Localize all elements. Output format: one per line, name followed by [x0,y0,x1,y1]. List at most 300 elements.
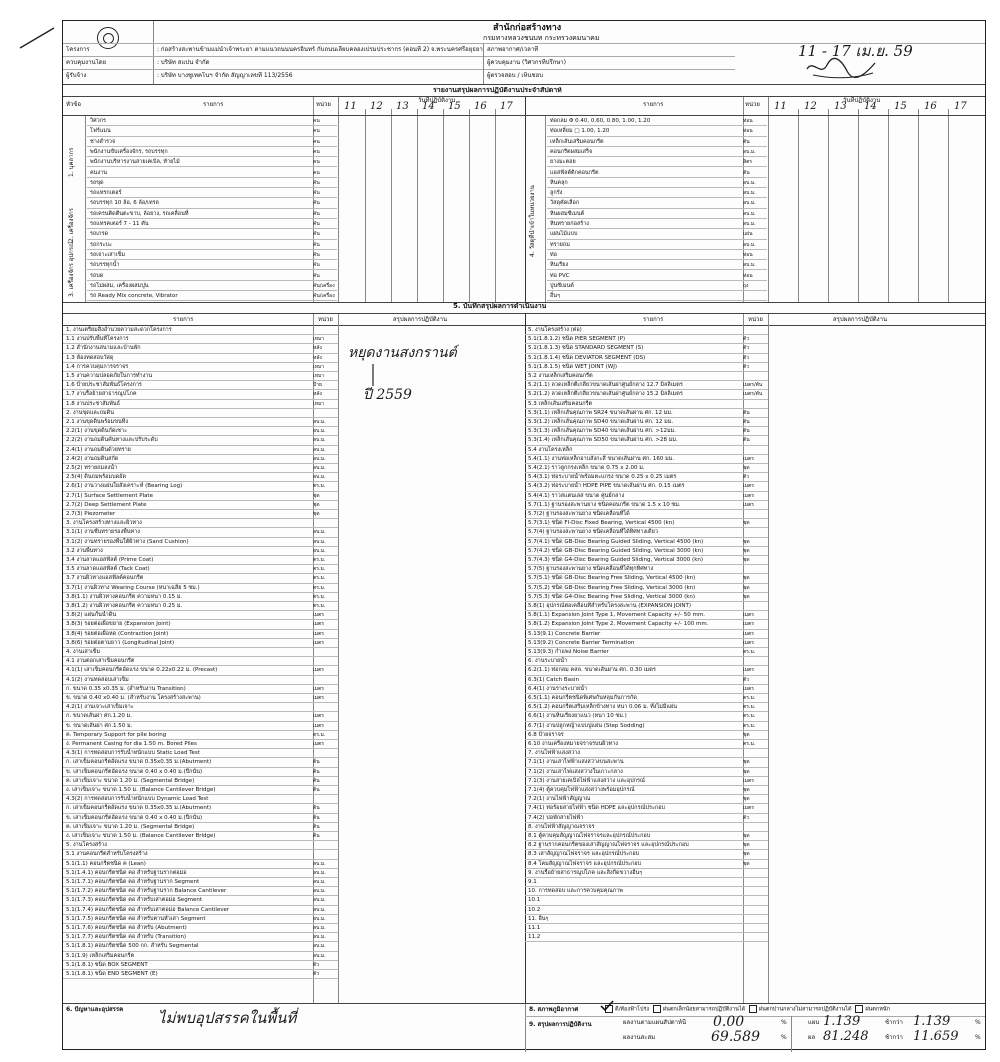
resource-right-label: ท่อ [550,251,557,258]
summary-right-unit: ตัน [743,419,750,425]
summary-left-row [63,482,338,491]
summary-left-row [63,565,338,574]
summary-right-label: 11.2 [528,934,541,941]
summary-right-unit: ชุด [743,731,750,738]
summary-left-row [63,630,338,639]
summary-left-label: 4.3(1) การทดสอบการรับน้ำหนักแบบ Static Load Test [66,750,200,757]
resources-title: รายงานสรุปผลการปฏิบัติงานประจำสัปดาห์ [433,87,562,94]
resource-left-unit: คัน [313,200,320,207]
summary-right-label: 5.2 งานเหล็กเสริมคอนกรีต [528,373,593,379]
summary-right-label: 5.7(4.2) ชนิด GB-Disc Bearing Guided Sliding, Vertical 3000 (kn) [528,547,704,554]
summary-title: 5. บันทึกสรุปผลการดำเนินงาน [453,303,547,310]
resource-right-unit: ตัน [743,138,750,145]
weather-option-clear: ดี/ท้องฟ้าโปร่ง [615,1006,650,1013]
summary-right-unit: ชุด [743,851,750,858]
summary-left-label: 2.5(2) ทรายถมลงน้ำ [66,465,118,471]
resource-right-label: ปูนซีเมนต์ [550,282,574,289]
summary-right-label: 5.13(9.1) Concrete Barrier [528,630,601,637]
summary-left-row [63,390,338,399]
weather-option-moderate-rain: ฝนตกปานกลางไม่สามารถปฏิบัติงานได้ [758,1006,852,1013]
summary-right-row [525,722,768,731]
summary-left-row [63,602,338,611]
summary-right-row [525,869,768,878]
summary-right-unit: ชุด [743,796,750,803]
weather-moderate-rain-checkbox[interactable] [749,1005,757,1013]
summary-right-label: 5.8(1.1) Expansion Joint Type 1, Movement Capacity +/- 50 mm. [528,612,705,619]
summary-right-unit: เมตร [743,501,754,508]
resource-right-row [547,147,767,157]
summary-right-label: 5.8(1) อุปกรณ์ต่อเคลื่อนที่สำหรับโครงสะพาน (EXPANSION JOINT) [528,603,692,609]
resource-left-unit: คัน [313,241,320,248]
resource-left-unit: คัน [313,179,320,186]
summary-left-label: 3.4 งานลาดแอสฟัลต์ (Prime Coat) [66,557,154,563]
day-13: 13 [396,101,409,112]
summary-left-label: 3.1(2) งานทรายรองพื้นใต้ผิวทาง (Sand Cushion) [66,538,189,545]
summary-left-label: 4.1 งานตอกเสาเข็มคอนกรีต [66,658,135,665]
org-title: สำนักก่อสร้างทาง [493,23,562,33]
summary-right-row [525,574,768,583]
summary-right-label: 5.7(3.1) ชนิด FI-Disc Fixed Bearing, Vertical 4500 (kn) [528,520,675,527]
summary-right-label: 5.7(5) ฐานรองสะพานยาง ชนิดเคลื่อนที่ได้ทุกทิศทาง [528,566,654,573]
summary-left-unit: เมตร [313,621,324,628]
summary-right-label: 5.7(4.3) ชนิด G4-Disc Bearing Guided Sliding, Vertical 3000 (kn) [528,557,704,563]
resource-right-label: แผ่นไม้แบบ [550,231,578,238]
resource-left-row [87,240,337,250]
summary-left-row [63,703,338,712]
summary-right-row [525,887,768,896]
summary-left-row [63,942,338,951]
summary-left-unit: ลบ.ม. [313,465,326,471]
summary-left-label: 5.1(1.8.1) ชนิด END SEGMENT (E) [66,971,158,977]
summary-unit-header-right: หน่วย [748,316,763,323]
summary-left-unit: เมตร [313,612,324,619]
resource-left-row [87,147,337,157]
summary-left-unit: ลบ.ม. [313,547,326,554]
summary-right-unit: ตัน [743,437,750,444]
summary-right-row [525,473,768,482]
resource-left-unit: คน [313,138,320,145]
summary-right-label: 8. งานไฟฟ้าสัญญาณจราจร [528,823,595,830]
summary-left-label: 3.8(1.1) งานผิวทางคอนกรีต ความหนา 0.15 ม. [66,593,183,600]
summary-left-row [63,722,338,731]
summary-left-unit: ลบ.ม. [313,915,326,922]
summary-table [63,313,985,1004]
col-unit-header-right: หน่วย [745,101,760,108]
summary-right-unit: เมตร [743,612,754,619]
summary-left-label: 2.6(1) งานวางแผ่นใยสังเคราะห์ (Bearing Log) [66,483,183,490]
summary-right-row [525,630,768,639]
day-17: 17 [500,101,513,112]
summary-right-unit: ตร.ม. [743,704,756,711]
summary-right-label: 10. การทดสอบ และการควบคุมคุณภาพ [528,888,623,895]
summary-right-unit: ตัว [743,814,750,821]
summary-right-unit: ชุด [743,465,750,471]
summary-left-label: ข. เสาเข็มคอนกรีตอัดแรง ขนาด 0.40 x 0.40 ม.(ปีกนัน) [66,814,203,821]
actual-label: ผลงานสะสม [623,1034,656,1041]
summary-left-label: 5.1 งานคอนกรีตสำหรับโครงสร้าง [66,851,148,858]
day-13-right: 13 [834,101,847,112]
resource-left-row [87,291,337,301]
summary-left-row [63,924,338,933]
resource-left-label: รถเครนติดตีนตะขาบ, ล้อยาง, รถเคลื่อนที่ [90,210,189,217]
summary-left-unit: ชุด [313,511,320,517]
summary-right-label: 5.2(1.2) ลวดเหล็กตีเกลียวขนาดเส้นผ่าศูนย์กลาง 15.2 มิลลิเมตร [528,391,683,398]
summary-left-unit: ชุด [313,492,320,499]
resource-right-unit: ลบ.ม. [743,221,756,227]
summary-right-row [525,676,768,685]
summary-left-label: 3.8(1.2) งานผิวทางคอนกรีต ความหนา 0.25 ม. [66,603,183,609]
summary-left-label: ก. ขนาด 0.35 x0.35 ม. (สำหรับงาน Transition) [66,685,186,692]
resource-right-unit: ลบ.ม. [743,190,756,197]
summary-left-unit: ต้น [313,768,320,775]
resource-right-row [547,188,767,198]
summary-right-row [525,344,768,353]
summary-right-unit: เมตร [743,667,754,674]
summary-left-row [63,731,338,740]
summary-left-row [63,860,338,869]
summary-left-label: 5.1(1.7.6) คอนกรีตชนิด คอ สำหรับ (Abutment) [66,925,187,931]
resource-right-row [547,116,767,126]
summary-left-label: ค. เสาเข็มเจาะ ขนาด 1.20 ม. (Segmental Bridge) [66,823,195,830]
summary-right-unit: ชุด [743,768,750,775]
summary-left-unit: ลบ.ม. [313,860,326,867]
summary-right-unit: เมตร [743,630,754,637]
summary-right-unit: เมตร [743,639,754,646]
summary-left-label: 1.7 งานรื้อย้ายสาธารณูปโภค [66,391,137,398]
summary-right-label: 7.2(1) งานไฟฟ้าสัญญาณ [528,796,591,803]
resource-right-unit: ท่อน [743,128,753,135]
summary-left-label: 3.1(1) งานชั้นทรายรองพื้นทาง [66,529,140,536]
summary-left-row [63,510,338,519]
summary-left-label: 2. งานขุดและถมดิน [66,409,115,416]
summary-right-unit: ตร.ม. [743,741,756,747]
day-15: 15 [448,101,461,112]
summary-right-label: 7.1(3) งานสายเคเบิลไฟฟ้าแสงสว่าง และอุปกรณ์ [528,777,646,784]
summary-left-row [63,363,338,372]
footer-block [63,1003,985,1052]
summary-right-row [525,768,768,777]
days-right [768,103,983,113]
consultant-label: ควบคุมงานโดย [66,59,107,66]
weather-option-heavy-rain: ฝนตกหนัก [865,1006,890,1013]
resource-left-row [87,137,337,147]
summary-right-unit: ตัว [743,354,750,361]
summary-left-label: 3. งานโครงสร้างทางและผิวทาง [66,520,142,527]
summary-left-row [63,556,338,565]
resource-right-row [547,229,767,239]
summary-left-label: 2.2(2) งานถมดินคันทางและปรับระดับ [66,437,158,444]
days-left [338,103,528,113]
summary-left-label: 1.5 งานความปลอดภัยในการทำงาน [66,373,153,379]
summary-right-label: 5.7(5.3) ชนิด G4-Disc Bearing Free Sliding, Vertical 3000 (kn) [528,593,696,600]
consultant-value: : บริษัท สแปน จำกัด [157,59,210,66]
summary-left-row [63,685,338,694]
summary-right-row [525,924,768,933]
summary-left-row [63,639,338,648]
resource-left-row [87,188,337,198]
summary-left-unit: ลบ.ม. [313,879,326,885]
weather-light-rain-checkbox[interactable] [653,1005,661,1013]
plan-diff-value: 1.139 [913,1014,951,1029]
resource-left-label: พนักงานบริหารงานสายเคเบิล, ท้ายไม้ [90,159,180,166]
summary-left-unit: ต้น [313,805,320,812]
summary-left-unit: ชุด [313,501,320,508]
summary-left-label: 3.2 งานพื้นทาง [66,547,103,554]
summary-left-row [63,528,338,537]
summary-right-row [525,694,768,703]
summary-right-unit: เมตร [743,805,754,812]
summary-left-label: 4.2(1) งานเจาะเสาเข็มเจาะ [66,704,134,711]
summary-right-row [525,685,768,694]
day-11: 11 [344,101,357,112]
resource-left-unit: คน [313,148,320,155]
resource-left-unit: คัน [313,272,320,279]
summary-left-unit: เมตร [313,685,324,692]
summary-left-row [63,952,338,961]
day-17-right: 17 [954,101,967,112]
resource-left-row [87,126,337,136]
problem-label: 6. ปัญหาและอุปสรรค [66,1006,124,1013]
summary-right-label: 9. งานรื้อย้ายสาธารณูปโภค และสิ่งกีดขวางอื่นๆ [528,869,643,876]
weather-check-mark-icon [600,1000,614,1012]
summary-left-unit: ตัว [313,961,320,968]
contractor-value: : บริษัท บางซูเทคโนฯ จำกัด สัญญาเลขที่ 113/2556 [157,72,293,79]
summary-left-row [63,694,338,703]
summary-left-row [63,666,338,675]
summary-right-row [525,786,768,795]
day-14: 14 [422,101,435,112]
summary-right-row [525,915,768,924]
resource-left-row [87,209,337,219]
resource-left-unit: คัน/เครื่อง [313,282,335,289]
summary-right-label: 5.4(4.1) ราวสแตนเลส ขนาด ศูนย์กลาง [528,492,625,499]
resource-left-row [87,229,337,239]
resource-right-label: ทรายถม [550,241,570,248]
summary-left-unit: ลบ.ม. [313,906,326,913]
summary-right-label: 9.1 [528,879,537,885]
summary-left-row [63,657,338,666]
summary-result-label: 9. สรุปผลการปฏิบัติงาน [529,1021,592,1028]
summary-right-unit: ตัว [743,474,750,481]
summary-left-unit: ต้น [313,823,320,830]
summary-left-unit: เมตร [313,630,324,637]
summary-left-row [63,538,338,547]
summary-right-label: 11. อื่นๆ [528,915,549,922]
summary-left-label: 1. งานเตรียมสิ่งอำนวยความสะดวกโครงการ [66,327,172,333]
resource-right-unit: ท่อน [743,272,753,279]
resource-left-label: วิศวกร [90,118,106,124]
summary-left-label: 5. งานโครงสร้าง [66,842,107,849]
summary-left-unit: ต้น [313,777,320,784]
summary-left-label: 3.7(1) งานผิวทาง Wearing Course (หนาเฉลี่ย 5 ซม.) [66,584,200,591]
summary-right-label: 5.13(9.3) กำแพง Noise Barrier [528,649,609,655]
resource-left-row [87,281,337,291]
summary-left-unit: เมตร [313,713,324,720]
summary-right-row [525,933,768,942]
summary-right-label: 6.5(1.2) คอนกรีตเสริมเหล็กข้างทาง หนา 0.06 ม. ทั้งไม่มีแผ่น [528,704,678,711]
summary-right-row [525,666,768,675]
summary-item-header: รายการ [173,316,194,323]
resource-left-unit: คน [313,128,320,135]
summary-right-unit: ชุด [743,557,750,563]
summary-right-label: 5.4(3.1) ท่อระบายน้ำพร้อมตะแกรง ขนาด 0.25 x 0.25 เมตร [528,474,677,481]
summary-right-unit: ชุด [743,842,750,849]
resource-right-label: คอนกรีตผสมเสร็จ [550,148,593,155]
summary-left-label: 5.1(1.7.3) คอนกรีตชนิด คอ สำหรับเสาตอม่อ Segment [66,897,203,904]
summary-right-row [525,354,768,363]
summary-left-row [63,519,338,528]
summary-right-row [525,510,768,519]
summary-right-row [525,602,768,611]
col-unit-header: หน่วย [316,101,331,108]
summary-right-unit: ตัน [743,409,750,416]
resource-left-unit: คน [313,159,320,166]
summary-right-label: 8.4 โคมสัญญาณไฟจราจร และอุปกรณ์ประกอบ [528,860,642,867]
resource-left-label: รถแทรกเตอร์ [90,190,122,197]
resource-left-unit: คัน [313,251,320,258]
summary-left-unit: ตัว [313,971,320,977]
resource-left-unit: คน [313,118,320,124]
summary-right-unit: ตัน [743,428,750,435]
summary-left-row [63,593,338,602]
margin-pen-mark [18,24,58,52]
summary-left-label: 2.7(2) Deep Settlement Plate [66,501,147,508]
weather-heavy-rain-checkbox[interactable] [855,1005,863,1013]
weather-options [603,1005,890,1014]
actual-total-value: 81.248 [823,1029,869,1044]
summary-right-row [525,823,768,832]
engineer-label: ผู้ควบคุมงาน (วิศวกรที่ปรึกษา) [487,59,567,66]
resource-right-unit: ลบ.ม. [743,200,756,207]
summary-right-row [525,565,768,574]
summary-left-label: 2.2(1) งานขุดดินกัดเซาะ [66,428,128,435]
summary-right-label: 8.1 ตู้ควบคุมสัญญาณไฟจราจรและอุปกรณ์ประกอบ [528,833,651,839]
summary-right-row [525,758,768,767]
summary-right-row [525,804,768,813]
summary-left-label: 5.1(1.1) คอนกรีตชนิด ค (Lean) [66,860,146,867]
summary-right-row [525,657,768,666]
summary-left-label: ก. ขนาดเส้นผ่า ศก.1.20 ม. [66,713,132,720]
summary-left-row [63,354,338,363]
summary-left-unit: ลบ.ม. [313,446,326,453]
resource-left-unit: คัน [313,221,320,227]
resource-right-label: ลูกรัง [550,190,563,197]
summary-right-label: 5.4(2.1) ราวลูกกรงเหล็ก ขนาด 0.75 x 2.00 ม. [528,465,645,471]
resource-left-label: รถเกรด [90,231,109,238]
summary-left-label: 3.8(6) รอยต่อตามยาว (Longitudinal Joint) [66,639,175,646]
summary-left-unit: เมตร [313,639,324,646]
resource-right-label: หินคลุก [550,179,568,186]
resource-left-row [87,116,337,126]
handwritten-note-line2: ปี 2559 [363,387,412,403]
actual-diff-percent: % [975,1034,981,1041]
summary-left-unit: ลบ.ม. [313,437,326,444]
summary-right-label: 10.2 [528,906,541,913]
day-14-right: 14 [864,101,877,112]
summary-left-row [63,584,338,593]
summary-right-label: 5.3(1.1) เหล็กเส้นคุณภาพ SR24 ขนาดเส้นผ่าน ศก. 12 มม. [528,409,673,416]
resource-left-label: รถกระบะ [90,241,112,248]
weather-option-light-rain: ฝนตกเล็กน้อยสามารถปฏิบัติงานได้ [662,1006,746,1013]
summary-left-label: 4.1(2) งานทดสอบเสาเข็ม [66,676,129,683]
summary-right-unit: ตร.ม. [743,713,756,720]
summary-right-row [525,381,768,390]
summary-right-label: 5.1(1.8.1.4) ชนิด DEVIATOR SEGMENT (DS) [528,354,646,361]
summary-left-label: 4.1(1) เสาเข็มคอนกรีตอัดแรง ขนาด 0.22x0.22 ม. (Precast) [66,667,218,674]
resource-right-row [547,260,767,270]
summary-left-unit: ลบ.ม. [313,538,326,545]
summary-right-unit: ชุด [743,547,750,554]
summary-left-row [63,620,338,629]
summary-left-unit: เมตร [313,667,324,674]
summary-right-unit: ตัว [743,336,750,343]
summary-left-label: ข. ขนาดเส้นผ่า ศก.1.50 ม. [66,722,133,729]
summary-right-unit: ชุด [743,520,750,527]
summary-left-label: 5.1(1.7.1) คอนกรีตชนิด คอ สำหรับฐานราก Segment [66,879,200,885]
summary-left-unit: ตร.ม. [313,593,326,600]
summary-left-row [63,832,338,841]
group-equipment: 3. เครื่องจักร อุปกรณ์ [68,241,75,297]
summary-right-row [525,326,768,335]
summary-right-row [525,436,768,445]
summary-right-row [525,749,768,758]
summary-right-label: 10.1 [528,897,541,904]
summary-right-row [525,731,768,740]
summary-right-label: 11.1 [528,925,541,931]
summary-right-label: 5.1(1.8.1.3) ชนิด STANDARD SEGMENT (S) [528,345,644,352]
summary-left-unit: ตร.ม. [313,557,326,563]
summary-left-row [63,915,338,924]
approver-label: ผู้ตรวจสอบ / เห็นชอบ [487,72,544,79]
summary-left-label: 4. งานเสาเข็ม [66,649,101,655]
summary-left-row [63,344,338,353]
summary-result-header: สรุปผลการปฏิบัติงาน [393,316,448,323]
planned-value: 0.00 [713,1014,745,1030]
resource-right-label: หินเรียง [550,262,569,269]
summary-left-row [63,804,338,813]
col-days-header-right: วันที่ปฏิบัติงาน [843,97,881,104]
actual-total-label: ผล [808,1034,816,1041]
summary-item-header-right: รายการ [643,316,664,323]
summary-right-label: 6.3(1) Catch Basin [528,676,579,683]
resource-right-row [547,240,767,250]
summary-left-row [63,547,338,556]
summary-left-row [63,814,338,823]
summary-left-row [63,400,338,409]
summary-right-label: 5.8(1.2) Expansion Joint Type 2, Movement Capacity +/- 100 mm. [528,621,709,628]
summary-right-row [525,427,768,436]
summary-right-unit: ตัว [743,363,750,370]
summary-left-row [63,409,338,418]
summary-right-row [525,620,768,629]
summary-right-label: 5.1(1.8.1.5) ชนิด WET JOINT (WJ) [528,363,618,370]
summary-left-label: 2.5(4) ดินถมพร้อมบดอัด [66,474,127,481]
summary-right-label: 6.5(1.1) คอนกรีตชนิดพิเศษกันหลุมกันการกัด [528,695,637,701]
resource-left-label: รถเจาะเสาเข็ม [90,251,126,258]
resource-right-row [547,291,767,301]
report-sheet [62,20,986,1050]
summary-right-label: 5.7(1.1) ฐานรองสะพานยาง ชนิดคอนกรีต ขนาด 1.5 x 10 ซม. [528,501,681,508]
summary-left-label: 4.3(2) การทดสอบการรับน้ำหนักแบบ Dynamic Load Test [66,796,209,803]
summary-right-row [525,538,768,547]
resource-left-label: รถแทรคเตอร์ 7 - 11 ตัน [90,221,149,227]
summary-left-row [63,850,338,859]
resource-left-label: รถบรรทุกน้ำ [90,262,120,269]
resource-left-label: รถบรรทุก 10 ล้อ, 6 ล้อ/เทรล [90,200,159,207]
summary-right-row [525,519,768,528]
summary-left-row [63,648,338,657]
summary-right-row [525,777,768,786]
